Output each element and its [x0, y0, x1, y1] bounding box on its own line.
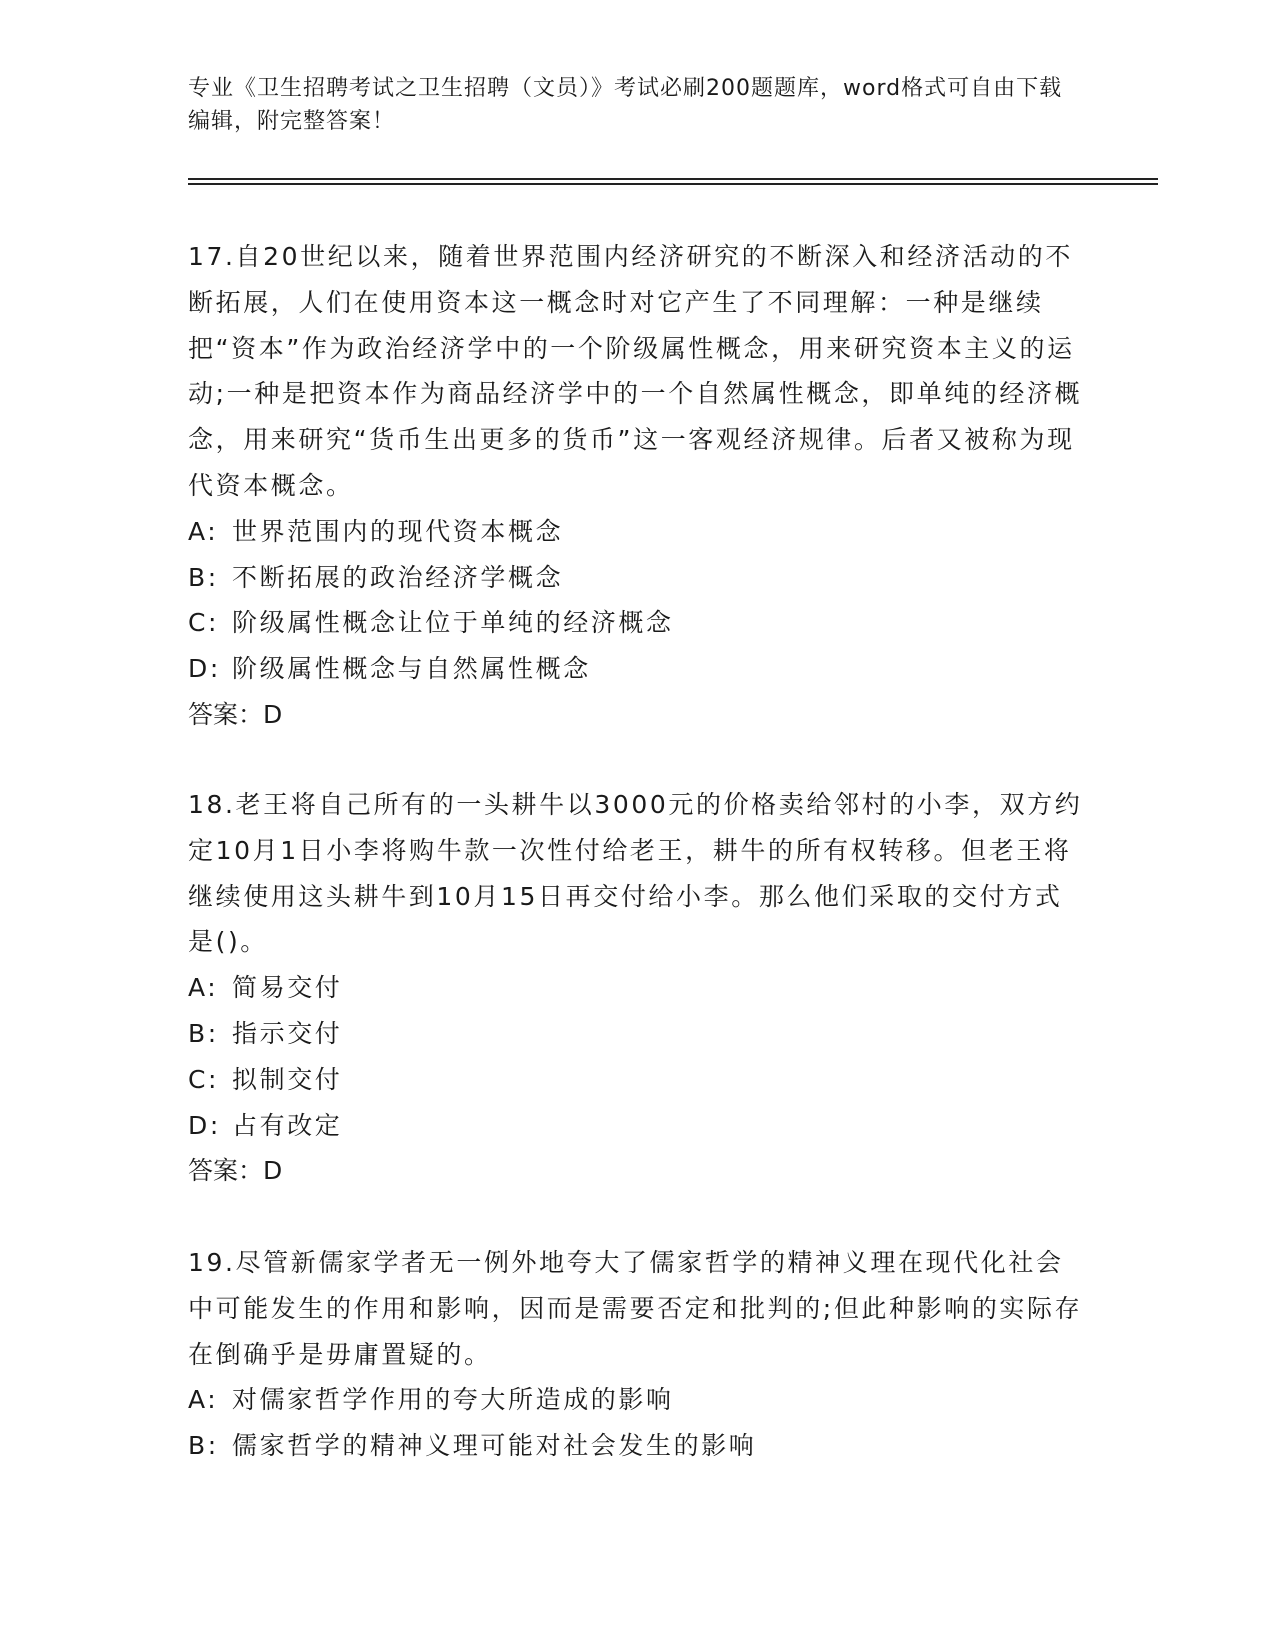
- option-text: 阶级属性概念与自然属性概念: [232, 654, 591, 684]
- option-b: [188, 1423, 1088, 1469]
- option-d: [188, 646, 1088, 692]
- option-key: C:: [188, 1064, 220, 1094]
- option-text: 儒家哲学的精神义理可能对社会发生的影响: [232, 1431, 757, 1461]
- option-text: 拟制交付: [232, 1064, 343, 1094]
- option-a: [188, 965, 1088, 1011]
- option-key: D:: [188, 1110, 221, 1140]
- option-key: A:: [188, 973, 219, 1003]
- option-text: 简易交付: [232, 973, 343, 1003]
- question-stem: 17.自20世纪以来，随着世界范围内经济研究的不断深入和经济活动的不断拓展，人们在使用资本这一概念时对它产生了不同理解：一种是继续把“资本”作为政治经济学中的一个阶级属性概念，用来研究资本主义的运动;一种是把资本作为商品经济学中的一个自然属性概念，即单纯的经济概念，用来研究“货币生出更多的货币”这一客观经济规律。后者又被称为现代资本概念。: [188, 242, 1083, 500]
- option-key: B:: [188, 562, 219, 592]
- header-divider-bottom: [188, 183, 1158, 185]
- option-key: A:: [188, 516, 219, 546]
- question-18: [188, 782, 1088, 1194]
- option-text: 占有改定: [232, 1110, 343, 1140]
- header-divider-top: [188, 178, 1158, 180]
- option-key: B:: [188, 1018, 219, 1048]
- document-header: 专业《卫生招聘考试之卫生招聘（文员）》考试必刷200题题库，word格式可自由下载编辑，附完整答案！: [188, 76, 1063, 134]
- question-stem: 19.尽管新儒家学者无一例外地夸大了儒家哲学的精神义理在现代化社会中可能发生的作用和影响，因而是需要否定和批判的;但此种影响的实际存在倒确乎是毋庸置疑的。: [188, 1248, 1083, 1369]
- option-text: 指示交付: [232, 1018, 343, 1048]
- question-19: [188, 1240, 1088, 1469]
- option-text: 阶级属性概念让位于单纯的经济概念: [232, 608, 674, 638]
- question-stem: 18.老王将自己所有的一头耕牛以3000元的价格卖给邻村的小李，双方约定10月1日小李将购牛款一次性付给老王，耕牛的所有权转移。但老王将继续使用这头耕牛到10月15日再交付给小李。那么他们采取的交付方式是()。: [188, 790, 1083, 957]
- option-a: [188, 1377, 1088, 1423]
- answer-line: 答案：D: [188, 1156, 283, 1186]
- option-key: B:: [188, 1431, 219, 1461]
- option-text: 世界范围内的现代资本概念: [232, 516, 564, 546]
- option-c: [188, 600, 1088, 646]
- question-17: [188, 234, 1088, 738]
- option-key: D:: [188, 654, 221, 684]
- option-b: [188, 1011, 1088, 1057]
- option-text: 对儒家哲学作用的夸大所造成的影响: [232, 1385, 674, 1415]
- option-a: [188, 509, 1088, 555]
- option-key: A:: [188, 1385, 219, 1415]
- option-key: C:: [188, 608, 220, 638]
- option-b: [188, 555, 1088, 601]
- option-d: [188, 1103, 1088, 1149]
- option-text: 不断拓展的政治经济学概念: [232, 562, 564, 592]
- answer-line: 答案：D: [188, 699, 283, 729]
- option-c: [188, 1057, 1088, 1103]
